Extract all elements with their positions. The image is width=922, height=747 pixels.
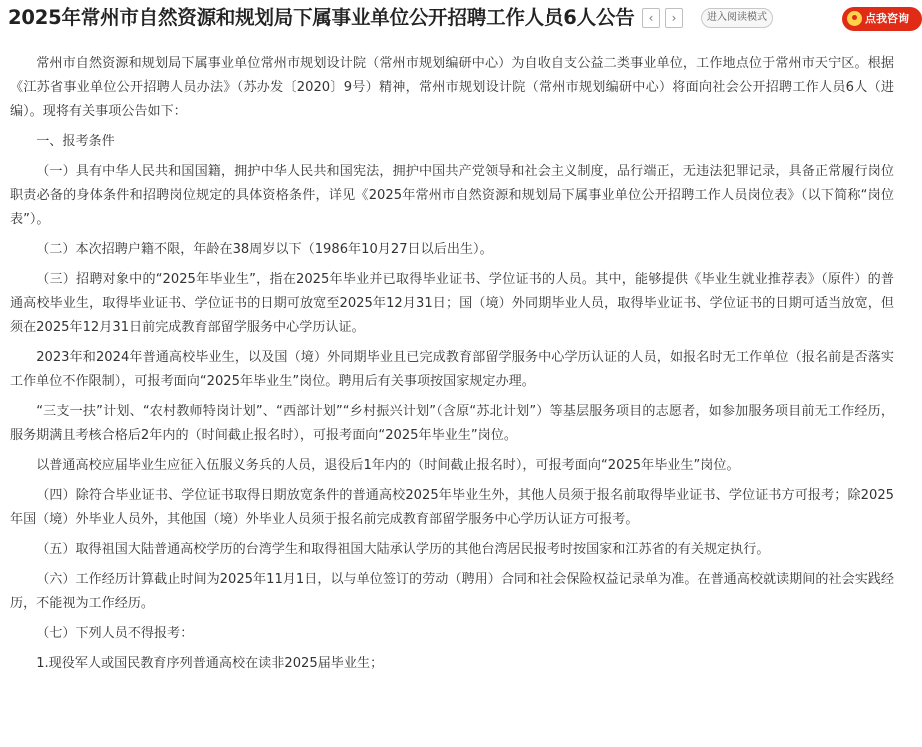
page-title: 2025年常州市自然资源和规划局下属事业单位公开招聘工作人员6人公告 [8, 6, 635, 29]
chat-bubble-icon [847, 11, 862, 26]
paragraph: “三支一扶”计划、“农村教师特岗计划”、“西部计划”“乡村振兴计划”（含原“苏北计划”）等基层服务项目的志愿者，如参加服务项目前无工作经历，服务期满且考核合格后2年内的（时间截止报名时），可报考面向“2025年毕业生”岗位。 [10, 404, 894, 443]
previous-article-button[interactable] [642, 8, 660, 28]
paragraph: （二）本次招聘户籍不限，年龄在38周岁以下（1986年10月27日以后出生）。 [36, 242, 493, 257]
paragraph: （五）取得祖国大陆普通高校学历的台湾学生和取得祖国大陆承认学历的其他台湾居民报考时按国家和江苏省的有关规定执行。 [36, 542, 770, 557]
chevron-right-icon: › [671, 11, 677, 25]
paragraph: 以普通高校应届毕业生应征入伍服义务兵的人员，退役后1年内的（时间截止报名时），可报考面向“2025年毕业生”岗位。 [36, 458, 740, 473]
consult-button[interactable] [842, 7, 922, 31]
article-header [0, 0, 909, 44]
paragraph: （七）下列人员不得报考： [36, 626, 194, 641]
paragraph: （六）工作经历计算截止时间为2025年11月1日，以与单位签订的劳动（聘用）合同和社会保险权益记录单为准。在普通高校就读期间的社会实践经历，不能视为工作经历。 [10, 572, 894, 611]
list-item: 1.现役军人或国民教育序列普通高校在读非2025届毕业生； [36, 656, 384, 671]
next-article-button[interactable] [665, 8, 683, 28]
paragraph-intro: 常州市自然资源和规划局下属事业单位常州市规划设计院（常州市规划编研中心）为自收自支公益二类事业单位，工作地点位于常州市天宁区。根据《江苏省事业单位公开招聘人员办法》（苏办发〔2020〕9号）精神，常州市规划设计院（常州市规划编研中心）将面向社会公开招聘工作人员6人（进编）。现将有关事项公告如下： [10, 56, 894, 119]
paragraph: （三）招聘对象中的“2025年毕业生”，指在2025年毕业并已取得毕业证书、学位证书的人员。其中，能够提供《毕业生就业推荐表》（原件）的普通高校毕业生，取得毕业证书、学位证书的日期可放宽至2025年12月31日；国（境）外同期毕业人员，取得毕业证书、学位证书的日期可适当放宽，但须在2025年12月31日前完成教育部留学服务中心学历认证。 [10, 272, 894, 335]
article-body [10, 52, 894, 682]
reading-mode-button[interactable]: 进入阅读模式 [701, 8, 773, 28]
section-heading: 一、报考条件 [36, 134, 115, 149]
paragraph: （四）除符合毕业证书、学位证书取得日期放宽条件的普通高校2025年毕业生外，其他人员须于报名前取得毕业证书、学位证书方可报考；除2025年国（境）外毕业人员外，其他国（境）外毕业人员须于报名前完成教育部留学服务中心学历认证方可报考。 [10, 488, 894, 527]
paragraph: 2023年和2024年普通高校毕业生，以及国（境）外同期毕业且已完成教育部留学服务中心学历认证的人员，如报名时无工作单位（报名前是否落实工作单位不作限制），可报考面向“2025年毕业生”岗位。聘用后有关事项按国家规定办理。 [10, 350, 894, 389]
consult-button-label: 点我咨询 [865, 12, 909, 25]
chevron-left-icon: ‹ [648, 11, 654, 25]
paragraph: （一）具有中华人民共和国国籍，拥护中华人民共和国宪法，拥护中国共产党领导和社会主义制度，品行端正，无违法犯罪记录，具备正常履行岗位职责必备的身体条件和招聘岗位规定的具体资格条件，详见《2025年常州市自然资源和规划局下属事业单位公开招聘工作人员岗位表》（以下简称“岗位表”）。 [10, 164, 894, 227]
